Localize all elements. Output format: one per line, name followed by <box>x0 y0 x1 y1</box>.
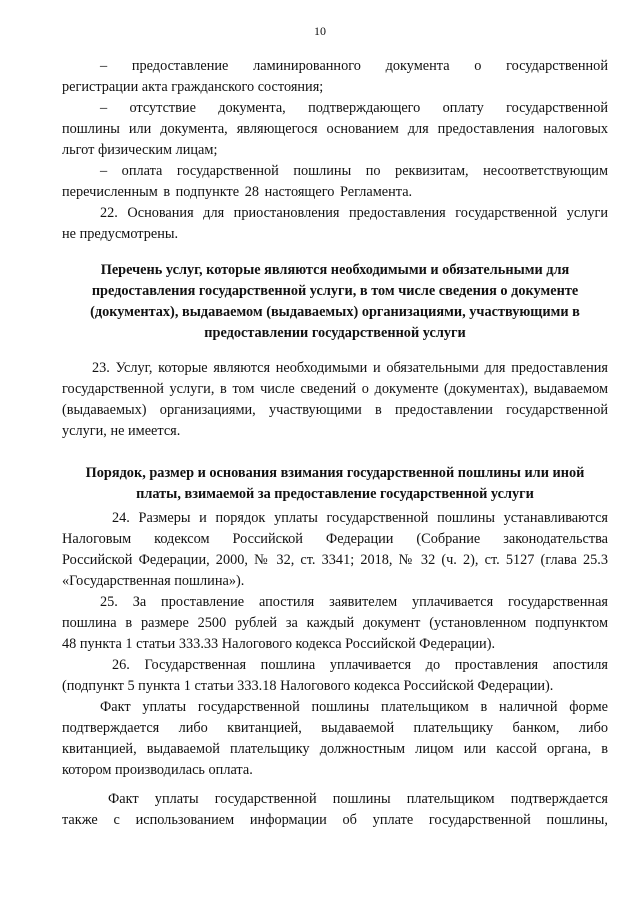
paragraph-line: услуги, не имеется. <box>62 423 181 439</box>
paragraph-line: 25. За проставление апостиля заявителем уплачивается государственная <box>100 594 608 610</box>
paragraph-23 <box>62 358 608 442</box>
list-item-line: перечисленным в подпункте 28 настоящего Регламента. <box>62 184 413 200</box>
page-number: 10 <box>314 24 326 38</box>
paragraph-line: Налоговым кодексом Российской Федерации (Собрание законодательства <box>62 531 608 547</box>
paragraph-line: не предусмотрены. <box>62 226 179 242</box>
paragraph-line: (выдаваемых) организациями, участвующими в предоставлении государственной <box>62 402 608 418</box>
section-heading <box>62 260 608 344</box>
heading-line: Порядок, размер и основания взимания государственной пошлины или иной <box>85 465 585 481</box>
paragraph-line: также с использованием информации об уплате государственной пошлины, <box>62 812 608 828</box>
paragraph-line: котором производилась оплата. <box>62 762 253 778</box>
paragraph-line: (подпункт 5 пункта 1 статьи 333.18 Налогового кодекса Российской Федерации). <box>62 678 554 694</box>
paragraph-line: 26. Государственная пошлина уплачивается до проставления апостиля <box>112 657 608 673</box>
list-item-line: льгот физическим лицам; <box>62 142 218 158</box>
list-item-line: – оплата государственной пошлины по реквизитам, несоответствующим <box>100 163 608 179</box>
heading-line: (документах), выдаваемом (выдаваемых) организациями, участвующими в <box>90 304 580 320</box>
paragraph-line: 24. Размеры и порядок уплаты государственной пошлины устанавливаются <box>112 510 608 526</box>
paragraph-line: подтверждается либо квитанцией, выдаваемой плательщику банком, либо <box>62 720 608 736</box>
paragraph-line: 48 пункта 1 статьи 333.33 Налогового кодекса Российской Федерации). <box>62 636 496 652</box>
paragraph-line: Российской Федерации, 2000, № 32, ст. 3341; 2018, № 32 (ч. 2), ст. 5127 (глава 25.3 <box>62 552 608 568</box>
paragraph-line: 23. Услуг, которые являются необходимыми и обязательными для предоставления <box>92 360 608 376</box>
list-item-line: – предоставление ламинированного документа о государственной <box>100 58 608 74</box>
list-block <box>62 56 608 245</box>
section-heading <box>62 463 608 505</box>
paragraph-line: государственной услуги, в том числе сведений о документе (документах), выдаваемом <box>62 381 608 397</box>
paragraph-line: Факт уплаты государственной пошлины плательщиком подтверждается <box>108 791 608 807</box>
paragraph-line: пошлина в размере 2500 рублей за каждый документ (установленном подпунктом <box>62 615 608 631</box>
paragraph-line: квитанцией, выдаваемой плательщику должностным лицом или кассой органа, в <box>62 741 608 757</box>
paragraph-group <box>62 508 608 831</box>
heading-line: платы, взимаемой за предоставление государственной услуги <box>136 486 534 502</box>
list-item-line: – отсутствие документа, подтверждающего оплату государственной <box>100 100 608 116</box>
heading-line: предоставлении государственной услуги <box>204 325 466 341</box>
paragraph-line: Факт уплаты государственной пошлины плательщиком в наличной форме <box>100 699 608 715</box>
paragraph-line: 22. Основания для приостановления предоставления государственной услуги <box>100 205 608 221</box>
list-item-line: регистрации акта гражданского состояния; <box>62 79 324 95</box>
heading-line: предоставления государственной услуги, в том числе сведения о документе <box>91 283 579 299</box>
list-item-line: пошлины или документа, являющегося основанием для предоставления налоговых <box>62 121 608 137</box>
paragraph-line: «Государственная пошлина»). <box>62 573 245 589</box>
heading-line: Перечень услуг, которые являются необходимыми и обязательными для <box>100 262 570 278</box>
